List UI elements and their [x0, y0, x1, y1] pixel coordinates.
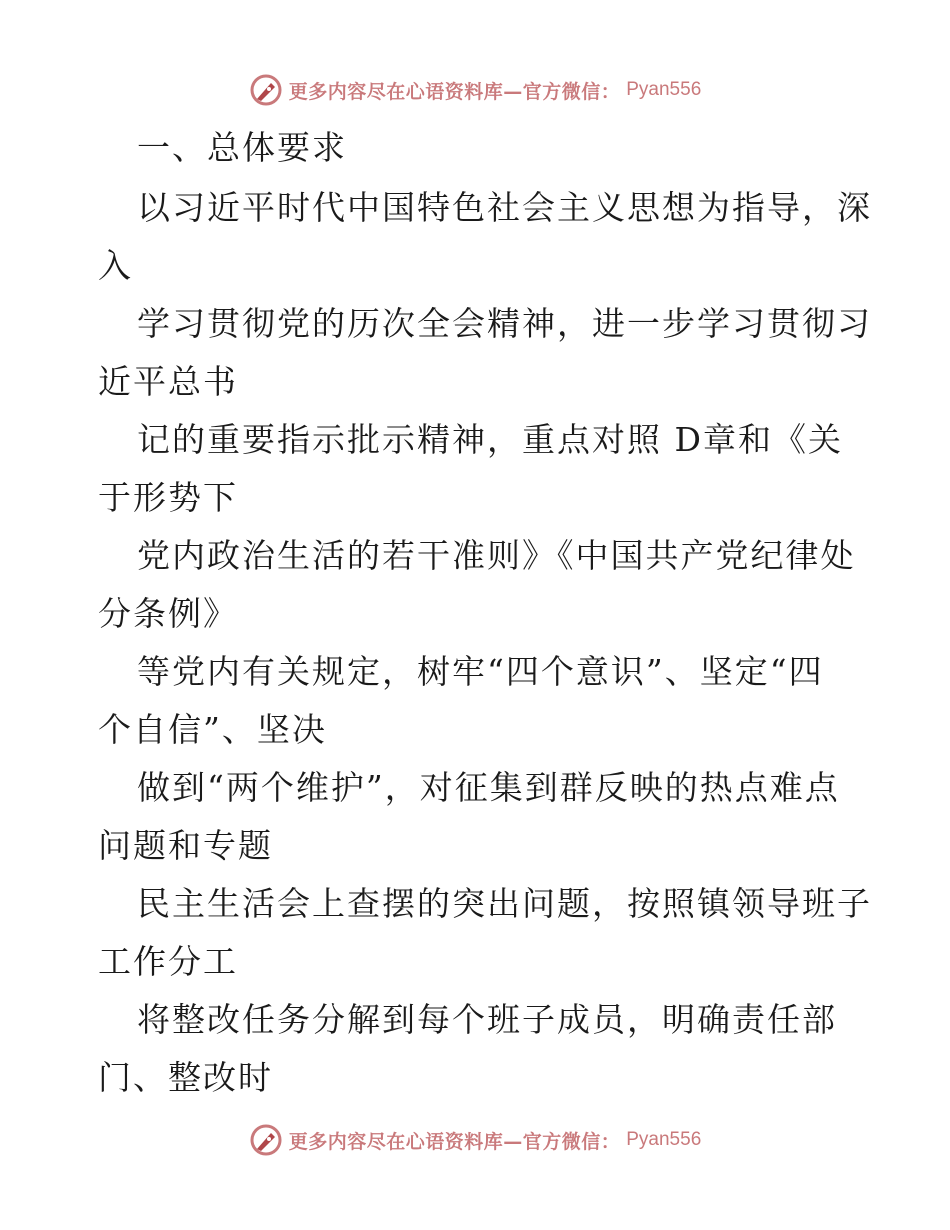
paragraph-line: 问题和专题: [98, 826, 273, 865]
paragraph-line: 记的重要指示批示精神，重点对照 D章和《关: [137, 420, 843, 459]
paragraph-line: 以习近平时代中国特色社会主义思想为指导，深: [137, 188, 872, 227]
paragraph-line: 分条例》: [98, 594, 238, 633]
paragraph-line: 将整改任务分解到每个班子成员，明确责任部: [137, 1000, 837, 1039]
section-heading: 一、总体要求: [137, 128, 347, 167]
paragraph-line: 等党内有关规定，树牢“四个意识”、坚定“四: [137, 652, 824, 691]
pen-nib-logo-icon: [249, 1123, 283, 1157]
footer-watermark-banner: [0, 1120, 950, 1160]
header-watermark-id: Pyan556: [626, 79, 702, 100]
paragraph-line: 党内政治生活的若干准则》《中国共产党纪律处: [137, 536, 856, 575]
paragraph-line: 民主生活会上查摆的突出问题，按照镇领导班子: [137, 884, 872, 923]
paragraph-line: 入: [98, 246, 133, 285]
header-watermark-banner: [0, 70, 950, 110]
paragraph-line: 门、整改时: [98, 1058, 273, 1097]
paragraph-line: 工作分工: [98, 942, 238, 981]
paragraph-line: 近平总书: [98, 362, 238, 401]
paragraph-line: 学习贯彻党的历次全会精神，进一步学习贯彻习: [137, 304, 872, 343]
pen-nib-logo-icon: [249, 73, 283, 107]
paragraph-line: 个自信”、坚决: [98, 710, 327, 749]
paragraph-line: 做到“两个维护”，对征集到群反映的热点难点: [137, 768, 840, 807]
footer-watermark-id: Pyan556: [626, 1129, 702, 1150]
footer-watermark-text: 更多内容尽在心语资料库—官方微信：: [288, 1130, 621, 1153]
header-watermark-text: 更多内容尽在心语资料库—官方微信：: [288, 80, 621, 103]
paragraph-line: 于形势下: [98, 478, 238, 517]
